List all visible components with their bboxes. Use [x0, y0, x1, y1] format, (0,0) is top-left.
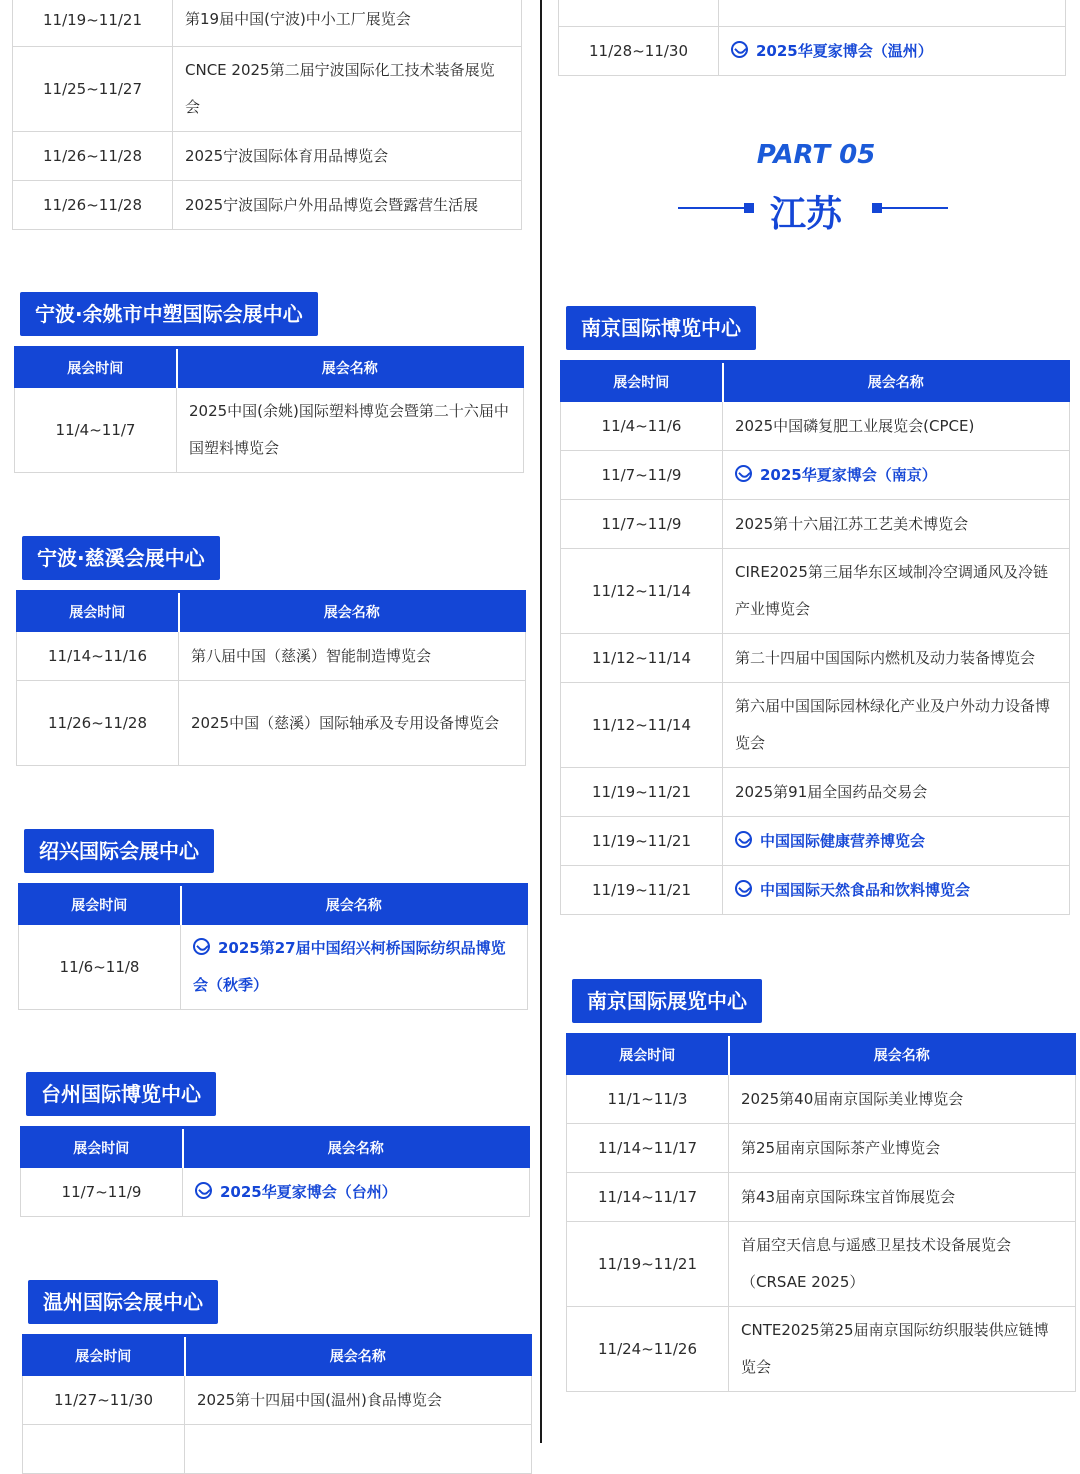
exhibit-name: 2025华夏家博会（温州） [756, 41, 933, 60]
venue-table-shaoxing [18, 883, 528, 1010]
date-cell: 11/7~11/9 [561, 451, 723, 500]
exhibit-name: 2025华夏家博会（台州） [220, 1182, 397, 1201]
heading-square-left [744, 203, 754, 213]
date-cell: 11/27~11/30 [23, 1376, 185, 1425]
date-cell: 11/19~11/21 [567, 1222, 729, 1307]
venue-title-shaoxing: 绍兴国际会展中心 [24, 829, 214, 873]
name-cell: CIRE2025第三届华东区域制冷空调通风及冷链产业博览会 [723, 549, 1070, 634]
date-cell: 11/26~11/28 [13, 181, 173, 230]
date-cell: 11/14~11/17 [567, 1124, 729, 1173]
name-cell: 2025第十四届中国(温州)食品博览会 [185, 1376, 532, 1425]
wenzhou-table-continued [558, 0, 1066, 76]
venue-title-cixi: 宁波·慈溪会展中心 [22, 536, 220, 580]
name-cell: 2025中国（慈溪）国际轴承及专用设备博览会 [179, 681, 526, 766]
header-date: 展会时间 [567, 1035, 729, 1075]
venue-table-nanjing-exhibit [566, 1033, 1076, 1392]
name-cell: 首届空天信息与遥感卫星技术设备展览会（CRSAE 2025） [729, 1222, 1076, 1307]
date-cell: 11/25~11/27 [13, 47, 173, 132]
province-title: 江苏 [770, 194, 843, 235]
exhibit-name: 2025华夏家博会（南京） [760, 465, 937, 484]
date-cell: 11/7~11/9 [21, 1168, 183, 1217]
name-cell: 2025宁波国际户外用品博览会暨露营生活展 [173, 181, 522, 230]
link-circle-icon [735, 831, 752, 848]
date-cell: 11/1~11/3 [567, 1075, 729, 1124]
link-circle-icon [195, 1182, 212, 1199]
header-name: 展会名称 [185, 1336, 532, 1376]
date-cell: 11/4~11/6 [561, 402, 723, 451]
header-name: 展会名称 [729, 1035, 1076, 1075]
link-circle-icon [735, 880, 752, 897]
header-date: 展会时间 [17, 592, 179, 632]
name-cell: 2025宁波国际体育用品博览会 [173, 132, 522, 181]
date-cell: 11/19~11/21 [13, 0, 173, 47]
venue-title-yuyao: 宁波·余姚市中塑国际会展中心 [20, 292, 318, 336]
name-cell: 第19届中国(宁波)中小工厂展览会 [173, 0, 522, 47]
name-cell: 2025第91届全国药品交易会 [723, 768, 1070, 817]
heading-line-right [880, 207, 948, 209]
name-cell-highlight [183, 1168, 530, 1217]
name-cell: CNCE 2025第二届宁波国际化工技术装备展览会 [173, 47, 522, 132]
header-name: 展会名称 [177, 348, 524, 388]
header-date: 展会时间 [23, 1336, 185, 1376]
date-cell: 11/24~11/26 [567, 1307, 729, 1392]
venue-title-wenzhou: 温州国际会展中心 [28, 1280, 218, 1324]
name-cell-highlight [723, 866, 1070, 915]
date-cell: 11/12~11/14 [561, 683, 723, 768]
venue-title-nanjing-exhibit: 南京国际展览中心 [572, 979, 762, 1023]
name-cell: 第二十四届中国国际内燃机及动力装备博览会 [723, 634, 1070, 683]
name-cell-highlight [719, 27, 1066, 76]
exhibit-name: 中国国际健康营养博览会 [760, 831, 926, 850]
name-cell-highlight [181, 925, 528, 1010]
header-date: 展会时间 [19, 885, 181, 925]
part-label: PART 05 [756, 140, 876, 170]
ningbo-table-continued [12, 0, 522, 230]
date-cell: 11/6~11/8 [19, 925, 181, 1010]
date-cell: 11/26~11/28 [17, 681, 179, 766]
name-cell: 2025第40届南京国际美业博览会 [729, 1075, 1076, 1124]
date-cell: 11/12~11/14 [561, 634, 723, 683]
date-cell: 11/19~11/21 [561, 866, 723, 915]
column-divider [540, 0, 542, 1443]
header-date: 展会时间 [15, 348, 177, 388]
name-cell: 第八届中国（慈溪）智能制造博览会 [179, 632, 526, 681]
date-cell: 11/28~11/30 [559, 27, 719, 76]
name-cell-highlight [723, 451, 1070, 500]
exhibit-name: 2025第27届中国绍兴柯桥国际纺织品博览会（秋季） [193, 939, 506, 994]
date-cell: 11/26~11/28 [13, 132, 173, 181]
exhibit-name: 中国国际天然食品和饮料博览会 [760, 880, 971, 899]
name-cell: CNTE2025第25届南京国际纺织服装供应链博览会 [729, 1307, 1076, 1392]
name-cell: 第六届中国国际园林绿化产业及户外动力设备博览会 [723, 683, 1070, 768]
venue-title-taizhou: 台州国际博览中心 [26, 1072, 216, 1116]
name-cell: 2025中国(余姚)国际塑料博览会暨第二十六届中国塑料博览会 [177, 388, 524, 473]
name-cell-highlight [723, 817, 1070, 866]
name-cell: 第25届南京国际茶产业博览会 [729, 1124, 1076, 1173]
venue-table-taizhou [20, 1126, 530, 1217]
date-cell: 11/19~11/21 [561, 768, 723, 817]
venue-table-cixi [16, 590, 526, 766]
header-name: 展会名称 [179, 592, 526, 632]
venue-table-yuyao [14, 346, 524, 473]
header-date: 展会时间 [561, 362, 723, 402]
name-cell: 2025第十六届江苏工艺美术博览会 [723, 500, 1070, 549]
date-cell: 11/19~11/21 [561, 817, 723, 866]
date-cell: 11/12~11/14 [561, 549, 723, 634]
name-cell: 2025中国磷复肥工业展览会(CPCE) [723, 402, 1070, 451]
link-circle-icon [193, 938, 210, 955]
header-date: 展会时间 [21, 1128, 183, 1168]
venue-table-wenzhou [22, 1334, 532, 1474]
link-circle-icon [731, 41, 748, 58]
name-cell: 第43届南京国际珠宝首饰展览会 [729, 1173, 1076, 1222]
date-cell: 11/14~11/17 [567, 1173, 729, 1222]
header-name: 展会名称 [181, 885, 528, 925]
date-cell: 11/7~11/9 [561, 500, 723, 549]
heading-line-left [678, 207, 748, 209]
date-cell: 11/14~11/16 [17, 632, 179, 681]
header-name: 展会名称 [723, 362, 1070, 402]
date-cell: 11/4~11/7 [15, 388, 177, 473]
link-circle-icon [735, 465, 752, 482]
venue-title-nanjing-expo: 南京国际博览中心 [566, 306, 756, 350]
venue-table-nanjing-expo [560, 360, 1070, 915]
header-name: 展会名称 [183, 1128, 530, 1168]
